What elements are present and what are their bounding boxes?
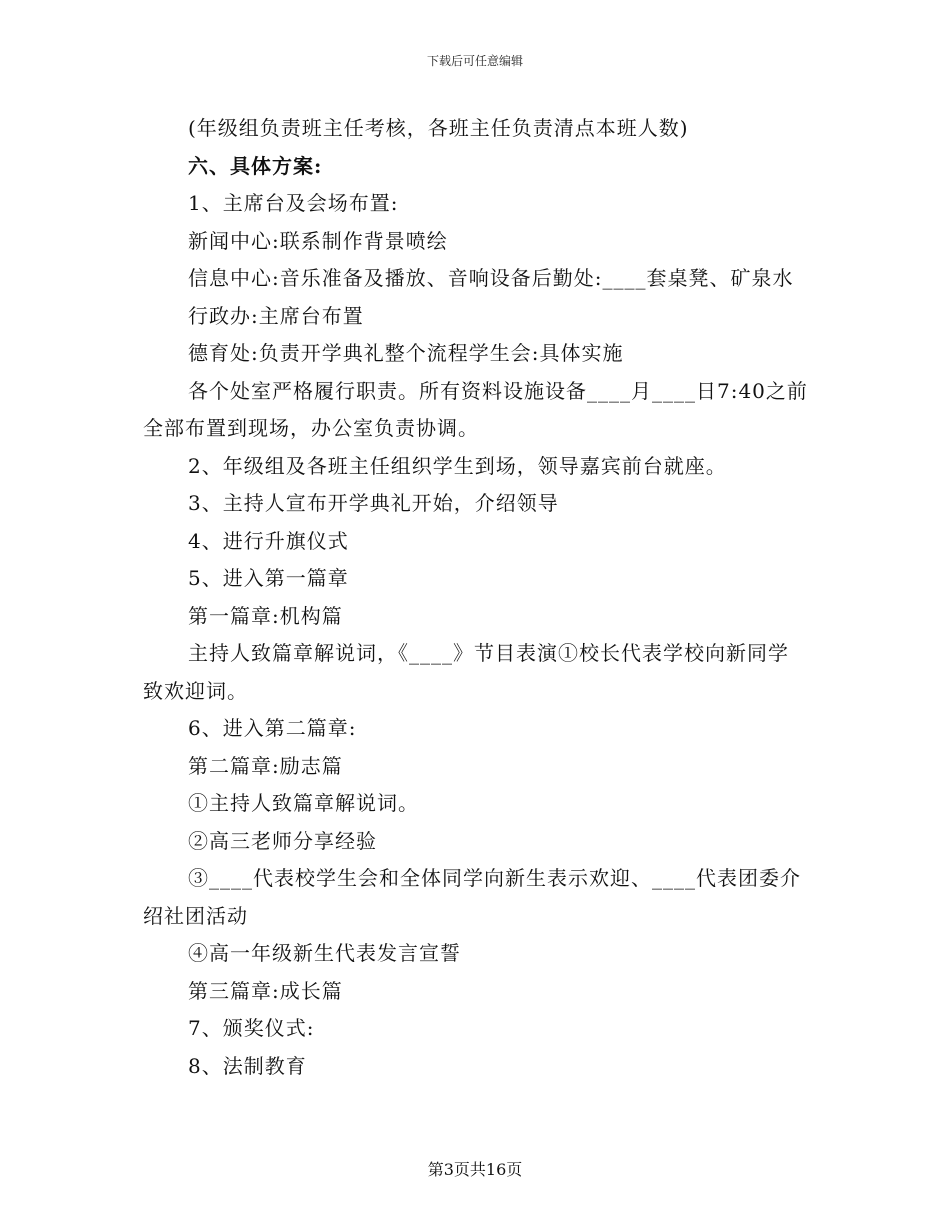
paragraph: ③____代表校学生会和全体同学向新生表示欢迎、____代表团委介绍社团活动 [143,866,801,928]
paragraph: 2、年级组及各班主任组织学生到场，领导嘉宾前台就座。 [188,453,727,478]
paragraph: ②高三老师分享经验 [188,828,377,853]
paragraph: 7、颁奖仪式: [188,1016,315,1040]
paragraph: ①主持人致篇章解说词。 [188,791,419,815]
paragraph: 德育处:负责开学典礼整个流程学生会:具体实施 [188,341,624,365]
paragraph: 第二篇章:励志篇 [188,753,343,778]
paragraph: 各个处室严格履行职责。所有资料设施设备____月____日7:40之前全部布置到现场，办公室负责协调。 [143,378,808,440]
paragraph: 主持人致篇章解说词，《____》节目表演①校长代表学校向新同学致欢迎词。 [143,641,789,703]
page-header: 下载后可任意编辑 [426,54,523,68]
paragraph: 第三篇章:成长篇 [188,978,343,1003]
paragraph: 6、进入第二篇章: [188,716,357,740]
page-footer: 第3页共16页 [427,1160,523,1179]
paragraph: 信息中心:音乐准备及播放、音响设备后勤处:____套桌凳、矿泉水 [188,266,794,290]
paragraph: 8、法制教育 [188,1053,307,1078]
paragraph: (年级组负责班主任考核，各班主任负责清点本班人数) [188,116,689,140]
paragraph: 行政办:主席台布置 [188,303,364,328]
paragraph: 4、进行升旗仪式 [188,528,349,553]
paragraph: ④高一年级新生代表发言宣誓 [188,941,461,965]
paragraph: 新闻中心:联系制作背景喷绘 [188,228,448,253]
section-heading: 六、具体方案: [188,153,323,178]
paragraph: 1、主席台及会场布置: [188,191,399,215]
paragraph: 3、主持人宣布开学典礼开始，介绍领导 [188,491,559,515]
paragraph: 第一篇章:机构篇 [188,603,343,628]
paragraph: 5、进入第一篇章 [188,566,349,590]
document-body [143,110,808,1085]
